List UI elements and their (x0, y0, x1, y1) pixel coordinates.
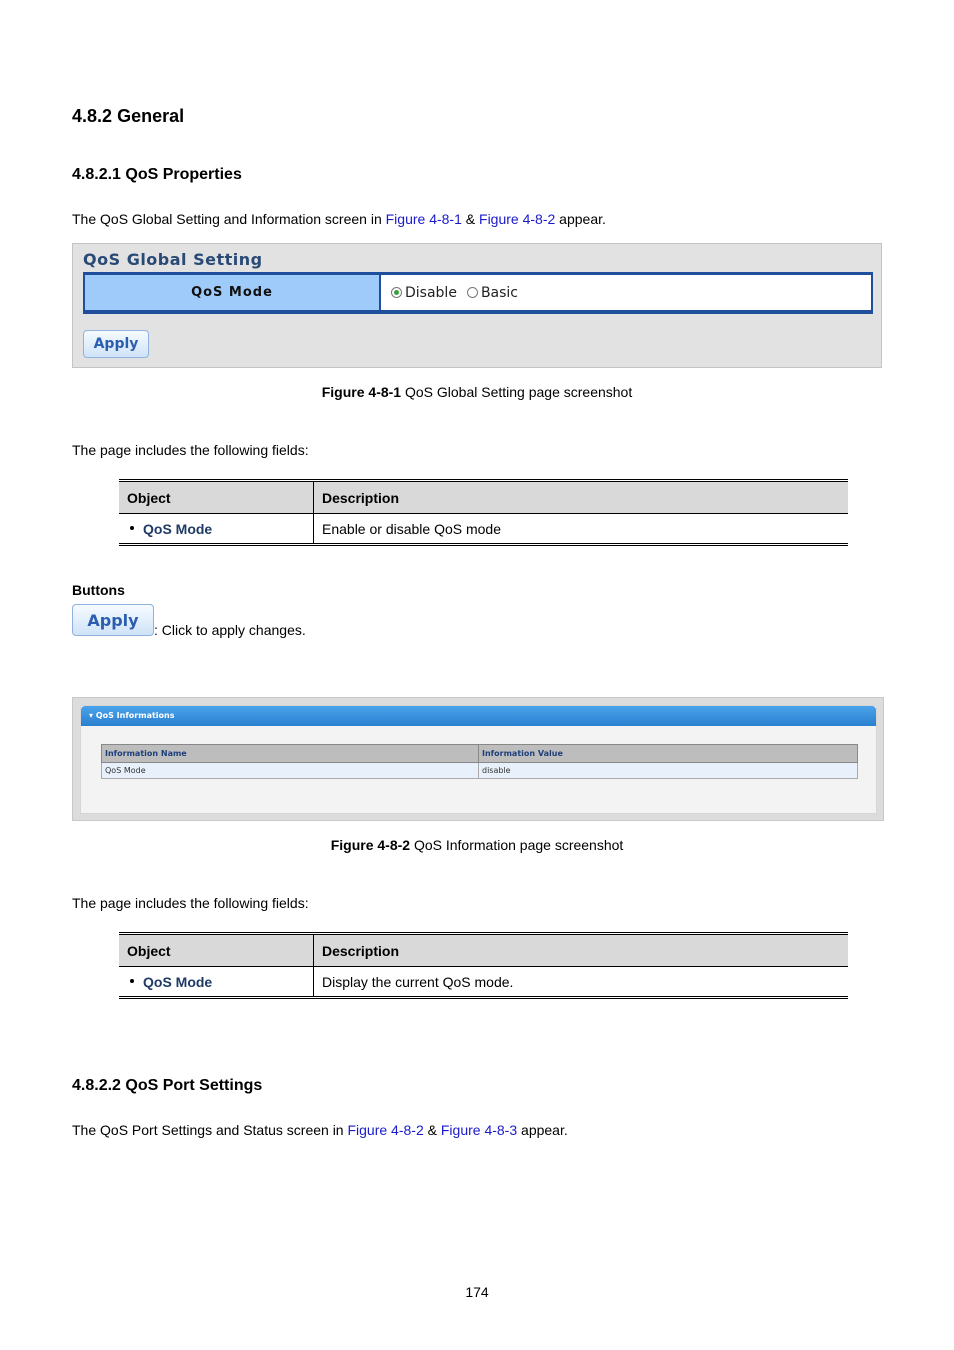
fields-table-2 (119, 932, 848, 999)
figure-4-8-2-link[interactable]: Figure 4-8-2 (479, 211, 556, 227)
figure-4-8-3-link[interactable]: Figure 4-8-3 (440, 1122, 518, 1138)
qos-informations-header[interactable] (81, 706, 876, 726)
collapse-triangle-icon: ▾ (89, 711, 94, 720)
qos-informations-title: QoS Informations (95, 711, 175, 720)
table-row (119, 967, 848, 998)
apply-button-description: : Click to apply changes. (154, 622, 306, 638)
bullet-icon (130, 526, 134, 530)
qos-properties-heading: 4.8.2.1 QoS Properties (72, 166, 242, 183)
table-row (119, 514, 848, 545)
qos-mode-label: QoS Mode (85, 275, 381, 310)
table-row (102, 763, 858, 779)
fields-intro-1: The page includes the following fields: (72, 442, 309, 458)
basic-radio[interactable] (467, 287, 478, 298)
section-number: 4.8.2 (72, 106, 113, 126)
basic-radio-label: Basic (480, 284, 519, 301)
disable-radio-label: Disable (405, 284, 457, 301)
section-heading (72, 106, 184, 127)
header-description: Description (314, 481, 849, 514)
header-description: Description (314, 934, 849, 967)
apply-button-sample[interactable]: Apply (72, 604, 154, 636)
qos-port-settings-intro: The QoS Port Settings and Status screen in Figure 4-8-2 & Figure 4-8-3 appear. (72, 1122, 568, 1138)
qos-properties-intro: The QoS Global Setting and Information screen in Figure 4-8-1 & Figure 4-8-2 appear. (72, 211, 606, 227)
qos-mode-options (381, 275, 518, 310)
fields-intro-2: The page includes the following fields: (72, 895, 309, 911)
fields-table-1 (119, 479, 848, 546)
disable-radio[interactable] (391, 287, 402, 298)
figure-4-8-2-link[interactable]: Figure 4-8-2 (347, 1122, 424, 1138)
qos-information-screenshot (72, 697, 884, 821)
qos-global-setting-title: QoS Global Setting (83, 250, 263, 269)
buttons-heading: Buttons (72, 582, 125, 598)
bullet-icon (130, 979, 134, 983)
qos-port-settings-heading: 4.8.2.2 QoS Port Settings (72, 1077, 263, 1094)
qos-mode-row (83, 272, 873, 314)
figure-4-8-2-caption: Figure 4-8-2 QoS Information page screenshot (330, 837, 624, 853)
header-object: Object (119, 934, 314, 967)
object-name: QoS Mode (143, 520, 213, 537)
page-number: 174 (465, 1284, 489, 1300)
section-title: General (117, 106, 185, 126)
header-object: Object (119, 481, 314, 514)
object-name: QoS Mode (143, 973, 213, 990)
qos-informations-panel (80, 705, 877, 814)
qos-global-setting-screenshot (72, 243, 882, 368)
apply-button[interactable]: Apply (83, 330, 149, 358)
object-description: Display the current QoS mode. (322, 973, 514, 990)
qos-information-table (101, 744, 858, 779)
figure-4-8-1-link[interactable]: Figure 4-8-1 (385, 211, 462, 227)
information-value: disable (479, 763, 858, 779)
object-description: Enable or disable QoS mode (322, 520, 501, 537)
header-information-name: Information Name (102, 745, 479, 763)
figure-4-8-1-caption: Figure 4-8-1 QoS Global Setting page screenshot (321, 384, 633, 400)
information-name: QoS Mode (102, 763, 479, 779)
header-information-value: Information Value (479, 745, 858, 763)
